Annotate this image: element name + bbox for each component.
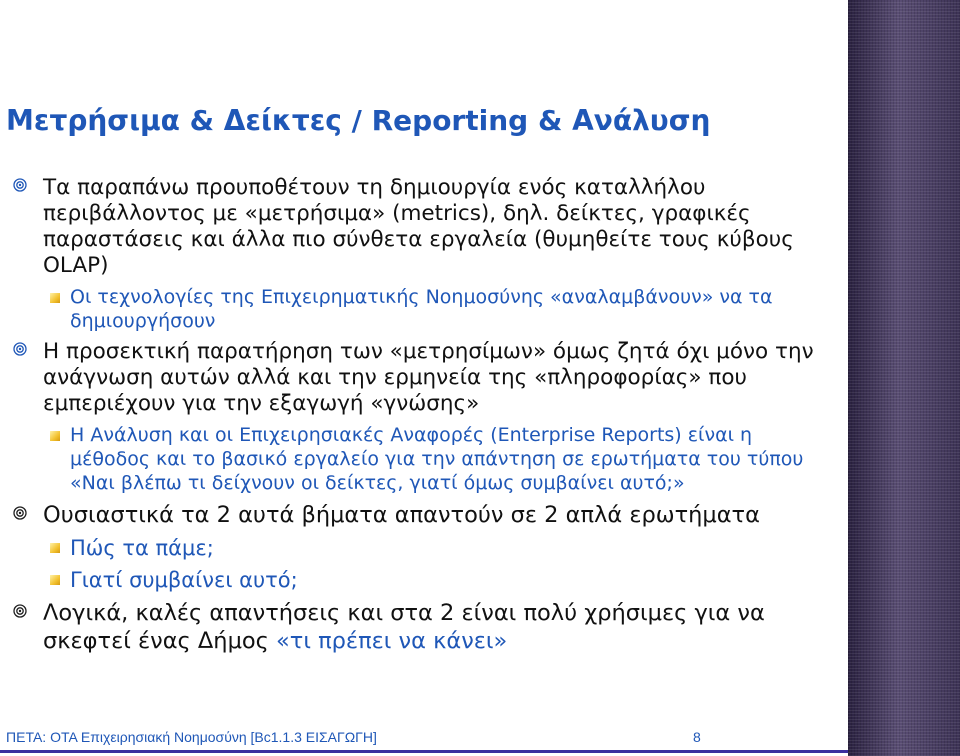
yellow-square-icon: [50, 575, 60, 585]
bullet-item-1: [0, 175, 830, 279]
bullet-item-4: [0, 599, 830, 655]
yellow-square-icon: [50, 431, 60, 441]
bullet-text: Ουσιαστικά τα 2 αυτά βήματα απαντούν σε 2 απλά ερωτήματα: [43, 502, 760, 528]
side-decoration-band: [848, 0, 960, 756]
yellow-square-icon: [50, 293, 60, 303]
yellow-square-icon: [50, 543, 60, 553]
footer-divider: [0, 750, 848, 753]
bullet-item-3: [0, 501, 830, 529]
sub-bullet-item-3-1: [0, 535, 830, 561]
target-circle-icon: [13, 342, 27, 356]
sub-bullet-text: Πώς τα πάμε;: [70, 536, 214, 560]
slide-content: [0, 175, 830, 661]
target-circle-icon: [13, 178, 27, 192]
bullet-text: Λογικά, καλές απαντήσεις και στα 2 είναι πολύ χρήσιμες για να σκεφτεί ένας Δήμος: [43, 600, 765, 654]
sub-bullet-text: Οι τεχνολογίες της Επιχειρηματικής Νοημοσύνης «αναλαμβάνουν» να τα δημιουργήσουν: [70, 286, 773, 332]
bullet-text: Τα παραπάνω προυποθέτουν τη δημιουργία ενός καταλλήλου περιβάλλοντος με «μετρήσιμα» (metrics), δηλ. δείκτες, γραφικές παραστάσεις και άλλα πιο σύνθετα εργαλεία (θυμηθείτε τους κύβους OLAP): [43, 175, 794, 278]
sub-bullet-item-1-1: [0, 285, 830, 333]
sub-bullet-item-2-1: [0, 423, 830, 495]
bullet-highlight-text: «τι πρέπει να κάνει»: [276, 628, 508, 654]
bullet-item-2: [0, 339, 830, 417]
sub-bullet-text: Γιατί συμβαίνει αυτό;: [70, 568, 298, 592]
bullet-text: Η προσεκτική παρατήρηση των «μετρησίμων» όμως ζητά όχι μόνο την ανάγνωση αυτών αλλά και την ερμηνεία της «πληροφορίας» που εμπεριέχουν για την εξαγωγή «γνώσης»: [43, 339, 814, 416]
page-number: 8: [693, 729, 701, 745]
footer-text: ΠΕΤΑ: ΟΤΑ Επιχειρησιακή Νοημοσύνη [Βc1.1.3 ΕΙΣΑΓΩΓΗ]: [6, 729, 377, 745]
slide-title: Μετρήσιμα & Δείκτες / Reporting & Ανάλυση: [6, 104, 711, 137]
sub-bullet-text: Η Ανάλυση και οι Επιχειρησιακές Αναφορές (Enterprise Reports) είναι η μέθοδος και το βασικό εργαλείο για την απάντηση σε ερωτήματα του τύπου «Ναι βλέπω τι δείχνουν οι δείκτες, γιατί όμως συμβαίνει αυτό;»: [70, 424, 804, 494]
target-circle-icon: [13, 604, 27, 618]
target-circle-icon: [13, 506, 27, 520]
sub-bullet-item-3-2: [0, 567, 830, 593]
